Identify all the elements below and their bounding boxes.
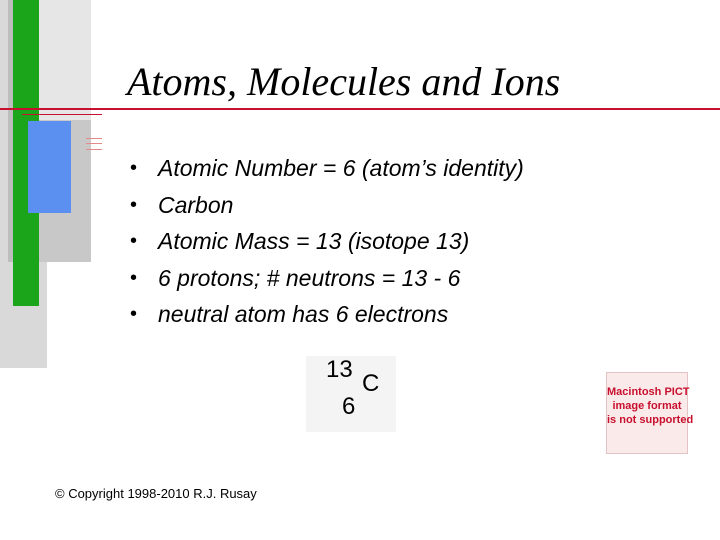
decor-bar-pale [39,0,91,120]
bullet-item [130,296,690,333]
isotope-mass-number: 13 [326,356,353,383]
bullet-marker: • [130,193,138,216]
decor-bar-blue [28,121,71,213]
unsupported-image-placeholder [606,372,694,454]
bullet-marker: • [130,303,138,325]
placeholder-line: image format [612,400,682,412]
isotope-symbol [306,356,396,432]
bullet-marker: • [130,157,138,179]
bullet-text: Atomic Number = 6 (atom’s identity) [158,155,524,181]
bullet-list [130,150,690,333]
copyright-footer: © Copyright 1998-2010 R.J. Rusay [55,486,257,501]
placeholder-line: is not supported [607,414,694,426]
bullet-item [130,150,690,187]
isotope-element-symbol: C [362,370,380,397]
decor-mark [86,138,102,150]
slide-title: Atoms, Molecules and Ions [127,59,561,104]
bullet-text: Carbon [158,191,234,218]
bullet-marker: • [130,230,138,252]
bullet-item [130,187,690,224]
title-underline-rule [0,108,720,110]
bullet-item [130,260,690,297]
bullet-marker: • [130,266,138,289]
bullet-text: 6 protons; # neutrons = 13 - 6 [158,264,461,291]
isotope-atomic-number: 6 [342,393,356,420]
title-underline-rule-secondary [22,114,102,115]
placeholder-line: Macintosh PICT [607,386,690,398]
bullet-text: Atomic Mass = 13 (isotope 13) [158,228,470,254]
bullet-item [130,223,690,260]
bullet-text: neutral atom has 6 electrons [158,301,449,327]
